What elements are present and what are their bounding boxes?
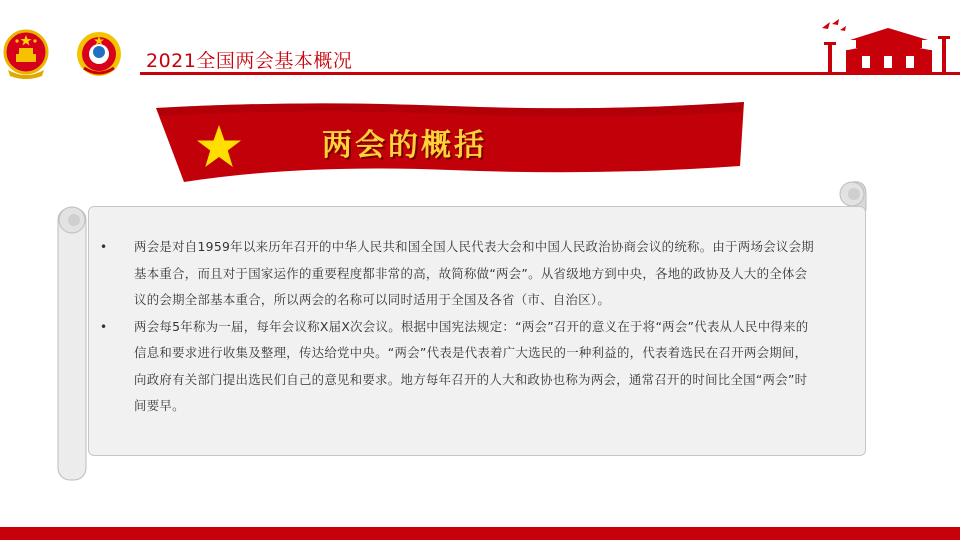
star-icon [196,124,242,168]
national-emblem-icon [2,26,50,80]
bullet-icon: • [100,319,108,334]
header-title: 2021全国两会基本概况 [146,50,353,72]
footer-bar [0,527,960,540]
banner-title: 两会的概括 [322,128,487,163]
paragraph-1 [100,234,820,314]
content-text [100,234,820,420]
bullet-icon: • [100,240,108,254]
paragraph-2 [100,314,820,420]
cppcc-emblem-icon [72,30,126,78]
paragraph-text: 两会是对自1959年以来历年召开的中华人民共和国全国人民代表大会和中国人民政治协商会议的统称。由于两场会议会期基本重合，而且对于国家运作的重要程度都非常的高，故简称做“两会”。从省级地方到中央，各地的政协及人大的全体会议的会期全部基本重合，所以两会的名称可以同时适用于全国及各省（市、自治区）。 [134,239,814,307]
paragraph-text: 两会每5年称为一届，每年会议称X届X次会议。根据中国宪法规定：“两会”召开的意义在于将“两会”代表从人民中得来的信息和要求进行收集及整理，传达给党中央。“两会”代表是代表着广大选民的一种利益的，代表着选民在召开两会期间，向政府有关部门提出选民们自己的意见和要求。地方每年召开的人大和政协也称为两会，通常召开的时间比全国“两会”时间要早。 [134,318,809,413]
tiananmen-icon [816,10,960,74]
